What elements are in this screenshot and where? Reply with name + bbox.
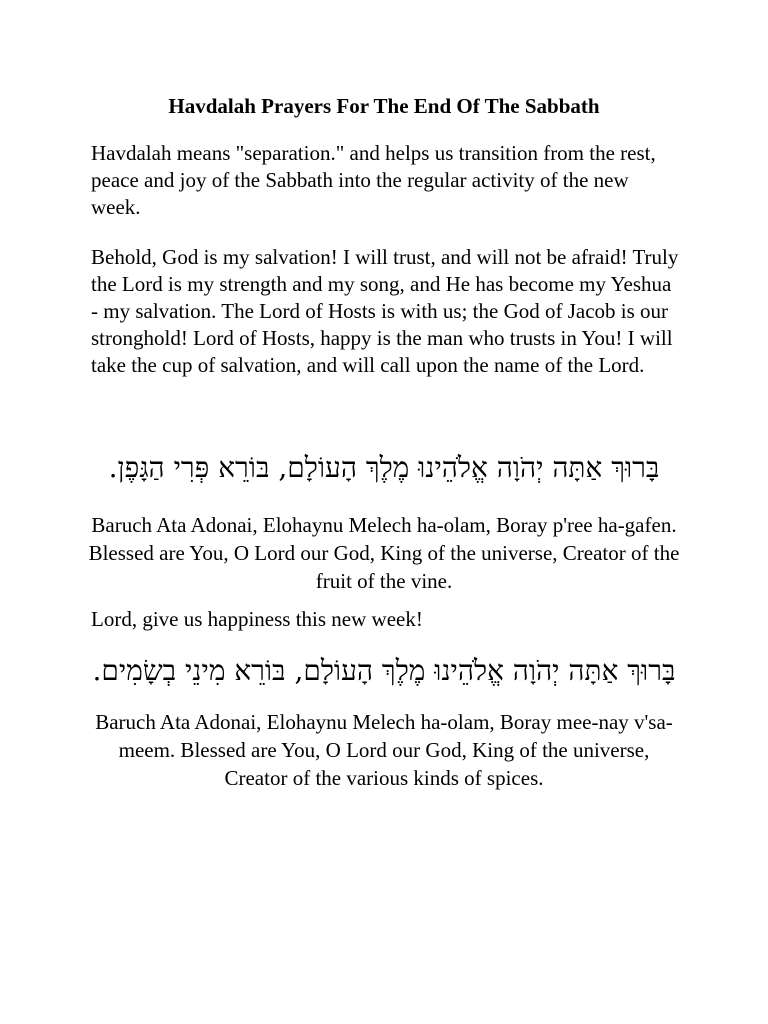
wine-blessing-transliteration: Baruch Ata Adonai, Elohaynu Melech ha-olam, Boray p'ree ha-gafen. Blessed are You, O Lord our God, King of the universe, Creator of the fruit of the vine. (88, 513, 680, 593)
wine-blessing-hebrew: בָּרוּךְ אַתָּה יְהֹוָה אֱלֹהֵינוּ מֶלֶךְ הָעוֹלָם, בּוֹרֵא פְּרִי הַגָּפֶן. (108, 451, 660, 484)
intro-paragraph: Havdalah means "separation." and helps us transition from the rest, peace and joy of the Sabbath into the regular activity of the new week. (91, 141, 656, 219)
document-title: Havdalah Prayers For The End Of The Sabbath (168, 94, 600, 118)
salvation-paragraph: Behold, God is my salvation! I will trust, and will not be afraid! Truly the Lord is my strength and my song, and He has become my Yeshua - my salvation. The Lord of Hosts is with us; the God of Jacob is our stronghold! Lord of Hosts, happy is the man who trusts in You! I will take the cup of salvation, and will call upon the name of the Lord. (91, 245, 679, 377)
spice-blessing-hebrew: בָּרוּךְ אַתָּה יְהֹוָה אֱלֹהֵינוּ מֶלֶךְ הָעוֹלָם, בּוֹרֵא מִינֵי בְשָׂמִים. (92, 654, 676, 687)
spice-blessing-transliteration: Baruch Ata Adonai, Elohaynu Melech ha-olam, Boray mee-nay v'sa-meem. Blessed are You, O Lord our God, King of the universe, Creator of the various kinds of spices. (95, 710, 673, 790)
new-week-line: Lord, give us happiness this new week! (91, 607, 423, 631)
